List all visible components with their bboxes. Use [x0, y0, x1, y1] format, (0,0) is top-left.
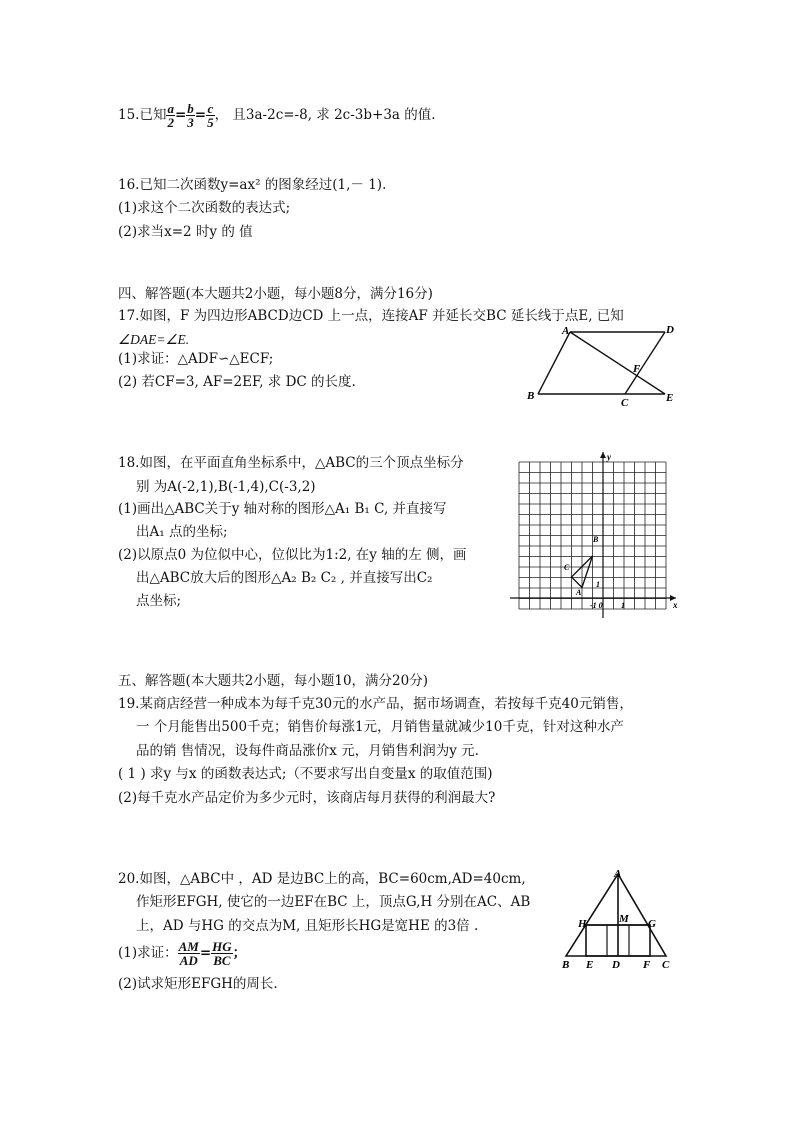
q18-line3: (1)画出△ABC关于y 轴对称的图形△A₁ B₁ C, 并直接写: [118, 501, 447, 517]
q20-label-C: C: [662, 959, 670, 971]
q15-line: [118, 102, 436, 129]
section4-title: 四、解答题(本大题共2小题，每小题8分，满分16分): [118, 286, 433, 302]
q17-label-C: C: [621, 397, 629, 409]
q18-coordinate-grid: [508, 450, 680, 620]
q20-line4-prefix: (1)求证：: [118, 945, 178, 961]
q18-line6: 出△ABC放大后的图形△A₂ B₂ C₂ , 并直接写出C₂: [136, 570, 433, 586]
q20-label-D: D: [612, 959, 620, 971]
q20-frac-am-ad: $\frac{AM}{AD}$: [178, 939, 199, 968]
q20-label-F: F: [643, 959, 651, 971]
q20-line4-suffix: ；: [232, 945, 247, 961]
q19-line3: 品的销 售情况，设每件商品涨价x 元，月销售利润为y 元.: [136, 743, 479, 759]
q18-line1: 18.如图，在平面直角坐标系中，△ABC的三个顶点坐标分: [118, 455, 464, 471]
q17-figure: [520, 322, 680, 409]
q17-line4: (2) 若CF=3, AF=2EF, 求 DC 的长度.: [118, 374, 356, 390]
q16-line3: (2)求当x=2 时y 的 值: [118, 224, 253, 240]
q20-label-M: M: [619, 913, 629, 925]
q20-eq: =: [199, 945, 212, 961]
q17-label-A: A: [562, 325, 570, 337]
q18-line7: 点坐标;: [136, 593, 182, 609]
q18-label-B: B: [593, 535, 599, 544]
q19-line4: ( 1 ) 求y 与x 的函数表达式;（不要求写出自变量x 的取值范围): [118, 766, 493, 782]
q16-line2: (1)求这个二次函数的表达式;: [118, 200, 291, 216]
q20-label-B: B: [562, 959, 570, 971]
q20-label-H: H: [578, 918, 587, 930]
q17-line3: (1)求证：△ADF∽△ECF;: [118, 351, 274, 367]
q18-label-1y: 1: [596, 580, 600, 589]
q18-label-x: x: [673, 600, 678, 610]
q20-label-G: G: [648, 918, 656, 930]
q15-prefix: 15.已知: [118, 107, 167, 123]
q18-label-origin: -1 0: [590, 601, 603, 610]
q17-line2: ∠DAE=∠E.: [118, 332, 190, 347]
q20-label-A: A: [614, 868, 622, 880]
q17-label-B: B: [527, 390, 535, 402]
section5-title: 五、解答题(本大题共2小题，每小题10，满分20分): [118, 673, 428, 689]
q15-eq-1: =: [174, 107, 187, 123]
q17-label-F: F: [633, 363, 641, 375]
q17-label-D: D: [666, 324, 674, 336]
q18-line2: 别 为A(-2,1),B(-1,4),C(-3,2): [136, 479, 316, 495]
q17-line1: 17.如图，F 为四边形ABCD边CD 上一点，连接AF 并延长交BC 延长线于点E, 已知: [118, 308, 624, 324]
q16-line1: 16.已知二次函数y=ax² 的图象经过(1,－ 1).: [118, 177, 387, 193]
q18-line5: (2)以原点0 为位似中心，位似比为1:2, 在y 轴的左 侧，画: [118, 547, 467, 563]
q19-line1: 19.某商店经营一种成本为每千克30元的水产品，据市场调查，若按每千克40元销售，: [118, 696, 633, 712]
q15-frac-b: $\frac{b}{3}$: [187, 101, 194, 130]
q17-label-E: E: [666, 392, 674, 404]
q18-line4: 出A₁ 点的坐标;: [136, 524, 228, 540]
q15-eq-2: =: [194, 107, 207, 123]
q20-line2: 作矩形EFGH, 使它的一边EF在BC 上，顶点G,H 分别在AC、AB: [136, 894, 531, 910]
q18-label-1x: 1: [621, 601, 625, 610]
q20-line1: 20.如图，△ABC中 ，AD 是边BC上的高，BC=60cm,AD=40cm,: [118, 871, 526, 887]
q20-line3: 上，AD 与HG 的交点为M, 且矩形长HG是宽HE 的3倍 .: [136, 918, 479, 934]
q20-frac-hg-bc: $\frac{HG}{BC}$: [212, 939, 232, 968]
q20-figure: [556, 866, 674, 972]
q18-label-y: y: [607, 452, 611, 462]
q15-suffix: ， 且3a-2c=-8, 求 2c-3b+3a 的值.: [214, 107, 436, 123]
q20-line4: [118, 940, 246, 967]
q15-frac-a: $\frac{a}{2}$: [167, 101, 174, 130]
q20-line5: (2)试求矩形EFGH的周长.: [118, 976, 278, 992]
q20-label-E: E: [586, 959, 594, 971]
q19-line2: 一 个月能售出500千克；销售价每涨1元，月销售量就减少10千克，针对这种水产: [136, 719, 624, 735]
q19-line5: (2)每千克水产品定价为多少元时，该商店每月获得的利润最大?: [118, 790, 496, 806]
q15-frac-c: $\frac{c}{5}$: [207, 101, 214, 130]
q18-label-A: A: [576, 588, 582, 597]
q18-label-C: C: [564, 563, 570, 572]
